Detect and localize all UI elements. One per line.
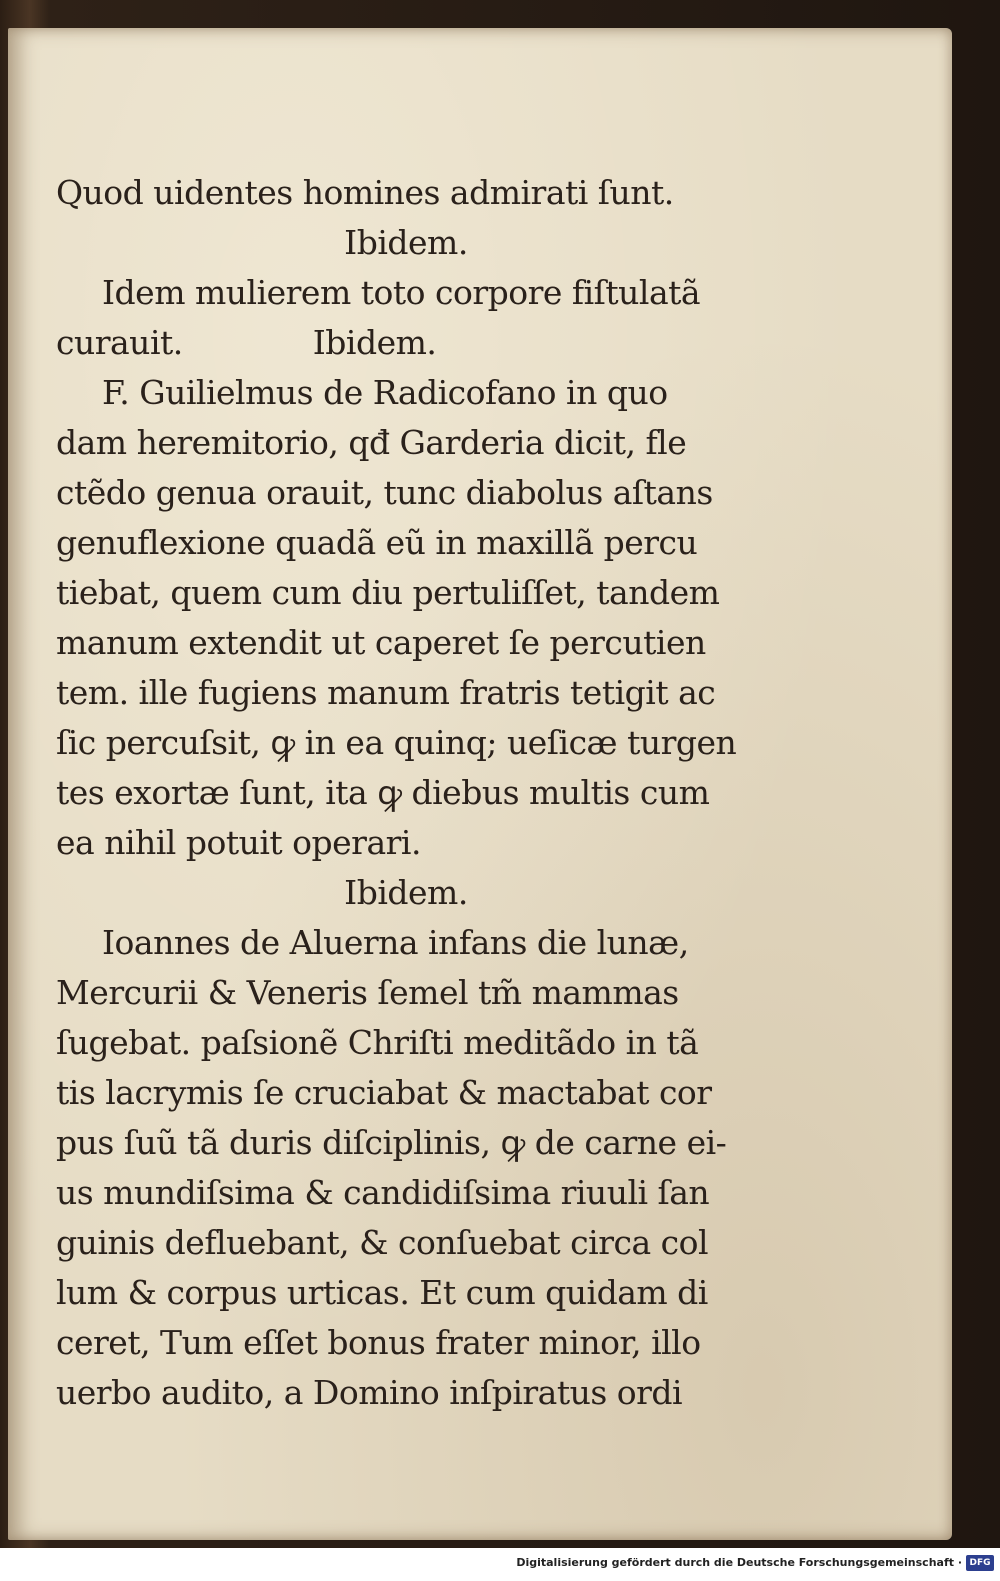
section-heading: Ibidem. [312,323,437,362]
text-line: ſic percuſsit, ꝙ in ea quinq; ueſicæ turgen [56,723,737,762]
funding-credit: Digitalisierung gefördert durch die Deutsche Forschungsgemeinschaft · [516,1556,962,1569]
page-text [56,168,756,1418]
text-line: tem. ille fugiens manum fratris tetigit ac [56,673,716,712]
text-line: lum & corpus urticas. Et cum quidam di [56,1273,708,1312]
text-line: Ioannes de Aluerna infans die lunæ, [102,923,689,962]
text-line: tis lacrymis ſe cruciabat & mactabat cor [56,1073,712,1112]
text-line: Mercurii & Veneris ſemel tm̃ mammas [56,973,679,1012]
text-line: uerbo audito, a Domino inſpiratus ordi [56,1373,683,1412]
text-line: dam heremitorio, qđ Garderia dicit, fle [56,423,687,462]
text-line [56,318,756,368]
text-line: tes exortæ ſunt, ita ꝙ diebus multis cum [56,773,710,812]
text-line: us mundiſsima & candidiſsima riuuli ſan [56,1173,710,1212]
text-line: Quod uidentes homines admirati ſunt. [56,173,674,212]
text-line: guinis defluebant, & conſuebat circa col [56,1223,709,1262]
section-heading: Ibidem. [344,873,468,912]
text-line: ſugebat. paſsionẽ Chriſti meditãdo in tã [56,1023,699,1062]
text-line: Idem mulierem toto corpore fiſtulatã [102,273,701,312]
dfg-logo: DFG [966,1555,994,1571]
text-line: tiebat, quem cum diu pertuliſſet, tandem [56,573,720,612]
text-line: ctẽdo genua orauit, tunc diabolus aſtans [56,473,713,512]
text-line: F. Guilielmus de Radicofano in quo [102,373,668,412]
text-line: pus ſuũ tã duris diſciplinis, ꝙ de carne ei- [56,1123,727,1162]
text-line: manum extendit ut caperet ſe percutien [56,623,706,662]
section-heading: Ibidem. [344,223,468,262]
book-page [8,28,952,1540]
text-line: genuflexione quadã eũ in maxillã percu [56,523,698,562]
text-line: ea nihil potuit operari. [56,823,421,862]
text-line: ceret, Tum eſſet bonus frater minor, illo [56,1323,701,1362]
footer-bar [0,1548,1000,1581]
text-fragment: curauit. [56,323,183,362]
